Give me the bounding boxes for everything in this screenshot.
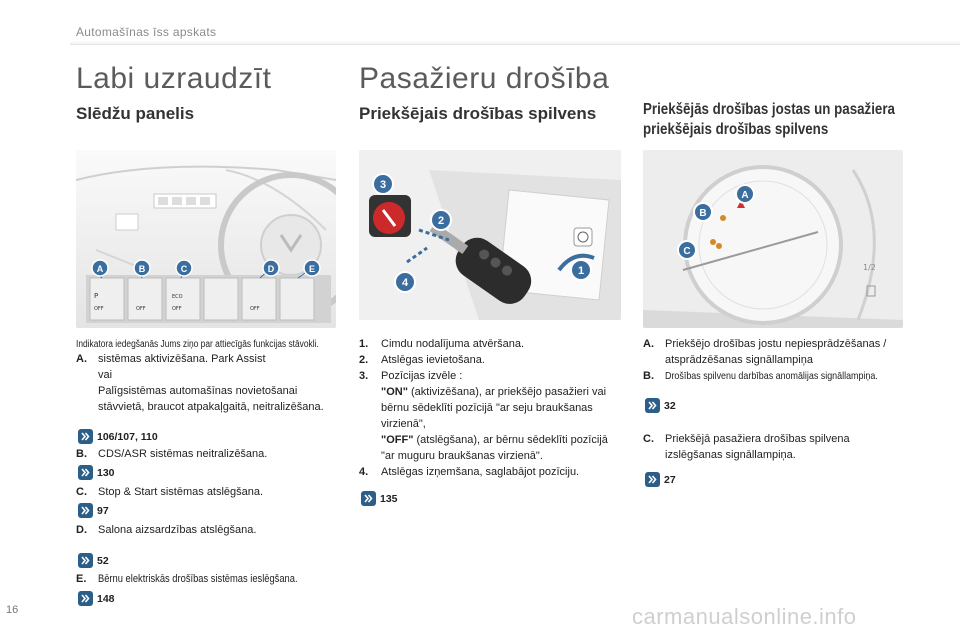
airbag-key-figure: [359, 150, 621, 320]
right-item-a: [643, 336, 923, 368]
switch-panel-figure: [76, 150, 336, 328]
item-text: stāvvietā, braucot atpakaļgaitā, neitralizēšana.: [98, 401, 324, 413]
item-text: sistēmas aktivizēšana. Park Assist: [98, 353, 266, 365]
step-label: 1.: [359, 338, 369, 350]
svg-text:E: E: [308, 264, 316, 274]
figure-label-3: [373, 174, 393, 194]
page-reference-link[interactable]: [78, 591, 115, 606]
left-item-c: [76, 484, 346, 500]
left-item-a: [76, 351, 346, 415]
item-text: Salona aizsardzības atslēgšana.: [98, 524, 257, 536]
watermark: carmanualsonline.info: [632, 604, 857, 629]
item-label: A.: [643, 338, 654, 350]
svg-text:4: 4: [401, 277, 409, 289]
airbag-key-illustration: [359, 150, 621, 320]
page-reference-link[interactable]: [78, 553, 109, 568]
page-reference-link[interactable]: [361, 491, 398, 506]
figure-label-c: [176, 260, 192, 276]
book-reference-icon: [645, 472, 660, 487]
svg-text:OFF: OFF: [250, 306, 260, 312]
svg-text:C: C: [683, 246, 691, 257]
step-label: 2.: [359, 354, 369, 366]
svg-text:C: C: [180, 264, 188, 274]
step-2: [359, 352, 621, 368]
right-subtitle-line-2: priekšējais drošības spilvens: [643, 121, 829, 138]
svg-text:A: A: [96, 264, 104, 274]
reference-pages: 27: [664, 473, 676, 486]
item-label: D.: [76, 524, 87, 536]
left-item-d: [76, 522, 346, 538]
figure-label-4: [395, 272, 415, 292]
item-text: Stop & Start sistēmas atslēgšana.: [98, 486, 264, 498]
reference-pages: 148: [97, 592, 115, 605]
svg-text:B: B: [699, 208, 707, 219]
svg-text:ECO: ECO: [172, 294, 183, 300]
svg-text:2: 2: [437, 215, 445, 227]
item-text: CDS/ASR sistēmas neitralizēšana.: [98, 448, 268, 460]
svg-text:A: A: [741, 190, 749, 201]
item-label: C.: [643, 433, 654, 445]
figure-label-e: [304, 260, 320, 276]
middle-title: Pasažieru drošība: [359, 62, 610, 95]
step-text: (aktivizēšana), ar priekšējo pasažieri vai bērnu sēdeklīti pozīcijā "ar seju braukšanas virzienā",: [381, 386, 607, 430]
book-reference-icon: [78, 591, 93, 606]
figure-label-a: [736, 185, 754, 203]
left-item-b: [76, 446, 346, 462]
item-text: Bērnu elektriskās drošības sistēmas ieslēgšana.: [98, 573, 298, 585]
step-text: Atslēgas izņemšana, saglabājot pozīciju.: [381, 466, 580, 478]
step-1: [359, 336, 621, 352]
svg-text:OFF: OFF: [94, 306, 104, 312]
svg-text:B: B: [138, 264, 146, 274]
item-label: B.: [643, 370, 654, 382]
figure-label-1: [571, 260, 591, 280]
item-text: atsprādzēšanas signāllampiņa: [665, 354, 813, 366]
item-text: Palīgsistēmas automašīnas novietošanai: [98, 385, 298, 397]
page-reference-link[interactable]: [78, 429, 158, 444]
svg-text:P: P: [94, 292, 99, 300]
book-reference-icon: [78, 553, 93, 568]
book-reference-icon: [361, 491, 376, 506]
step-text: Cimdu nodalījuma atvēršana.: [381, 338, 525, 350]
header-rule: [70, 44, 960, 45]
svg-text:D: D: [267, 264, 275, 274]
reference-pages: 130: [97, 466, 115, 479]
page-reference-link[interactable]: [645, 398, 676, 413]
page-number: 16: [6, 604, 19, 616]
item-text: vai: [98, 369, 113, 381]
item-label: A.: [76, 353, 87, 365]
step-text: Atslēgas ievietošana.: [381, 354, 485, 366]
figure-label-2: [431, 210, 451, 230]
right-item-b: [643, 368, 943, 384]
item-text: Drošības spilvenu darbības anomālijas signāllampiņa.: [665, 370, 878, 382]
item-text: Priekšējā pasažiera drošības spilvena: [665, 433, 850, 445]
on-label: "ON": [381, 386, 408, 398]
left-item-e: [76, 571, 356, 587]
figure-label-a: [92, 260, 108, 276]
left-title: Labi uzraudzīt: [76, 62, 272, 95]
item-label: B.: [76, 448, 87, 460]
svg-text:3: 3: [379, 179, 387, 191]
header-title: Automašīnas īss apskats: [76, 25, 217, 39]
reference-pages: 106/107, 110: [97, 430, 158, 443]
off-label: "OFF": [381, 434, 414, 446]
middle-subtitle: Priekšējais drošības spilvens: [359, 104, 597, 123]
reference-pages: 32: [664, 399, 676, 412]
svg-text:1: 1: [577, 265, 585, 277]
instrument-cluster-illustration: [643, 150, 903, 328]
book-reference-icon: [645, 398, 660, 413]
figure-label-c: [678, 241, 696, 259]
reference-pages: 135: [380, 492, 398, 505]
switch-panel-illustration: [76, 150, 336, 328]
middle-steps: [359, 336, 621, 480]
step-label: 3.: [359, 370, 369, 382]
instrument-cluster-figure: [643, 150, 903, 328]
page-reference-link[interactable]: [645, 472, 676, 487]
item-text: izslēgšanas signāllampiņa.: [665, 449, 796, 461]
svg-text:OFF: OFF: [172, 306, 182, 312]
item-text: Priekšējo drošības jostu nepiesprādzēšanas /: [665, 338, 887, 350]
step-3-on: [359, 384, 621, 432]
figure-label-d: [263, 260, 279, 276]
figure-label-b: [694, 203, 712, 221]
step-3-off: [359, 432, 621, 464]
left-subtitle: Slēdžu panelis: [76, 104, 195, 123]
item-label: E.: [76, 573, 87, 585]
reference-pages: 52: [97, 554, 109, 567]
svg-text:1/2: 1/2: [863, 263, 876, 272]
right-subtitle-line-1: Priekšējās drošības jostas un pasažiera: [643, 101, 895, 118]
step-4: [359, 464, 621, 480]
book-reference-icon: [78, 465, 93, 480]
book-reference-icon: [78, 503, 93, 518]
step-text: Pozīcijas izvēle :: [381, 370, 463, 382]
switch-panel-caption: Indikatora iedegšanās Jums ziņo par attiecīgās funkcijas stāvokli.: [76, 339, 319, 350]
page-reference-link[interactable]: [78, 503, 109, 518]
page-reference-link[interactable]: [78, 465, 115, 480]
right-subtitle: [643, 100, 935, 140]
step-text: (atslēgšana), ar bērnu sēdeklīti pozīcijā "ar muguru braukšanas virzienā".: [381, 434, 608, 462]
reference-pages: 97: [97, 504, 109, 517]
book-reference-icon: [78, 429, 93, 444]
svg-text:OFF: OFF: [136, 306, 146, 312]
item-label: C.: [76, 486, 87, 498]
step-3: [359, 368, 621, 384]
figure-label-b: [134, 260, 150, 276]
right-item-c: [643, 431, 923, 463]
step-label: 4.: [359, 466, 369, 478]
